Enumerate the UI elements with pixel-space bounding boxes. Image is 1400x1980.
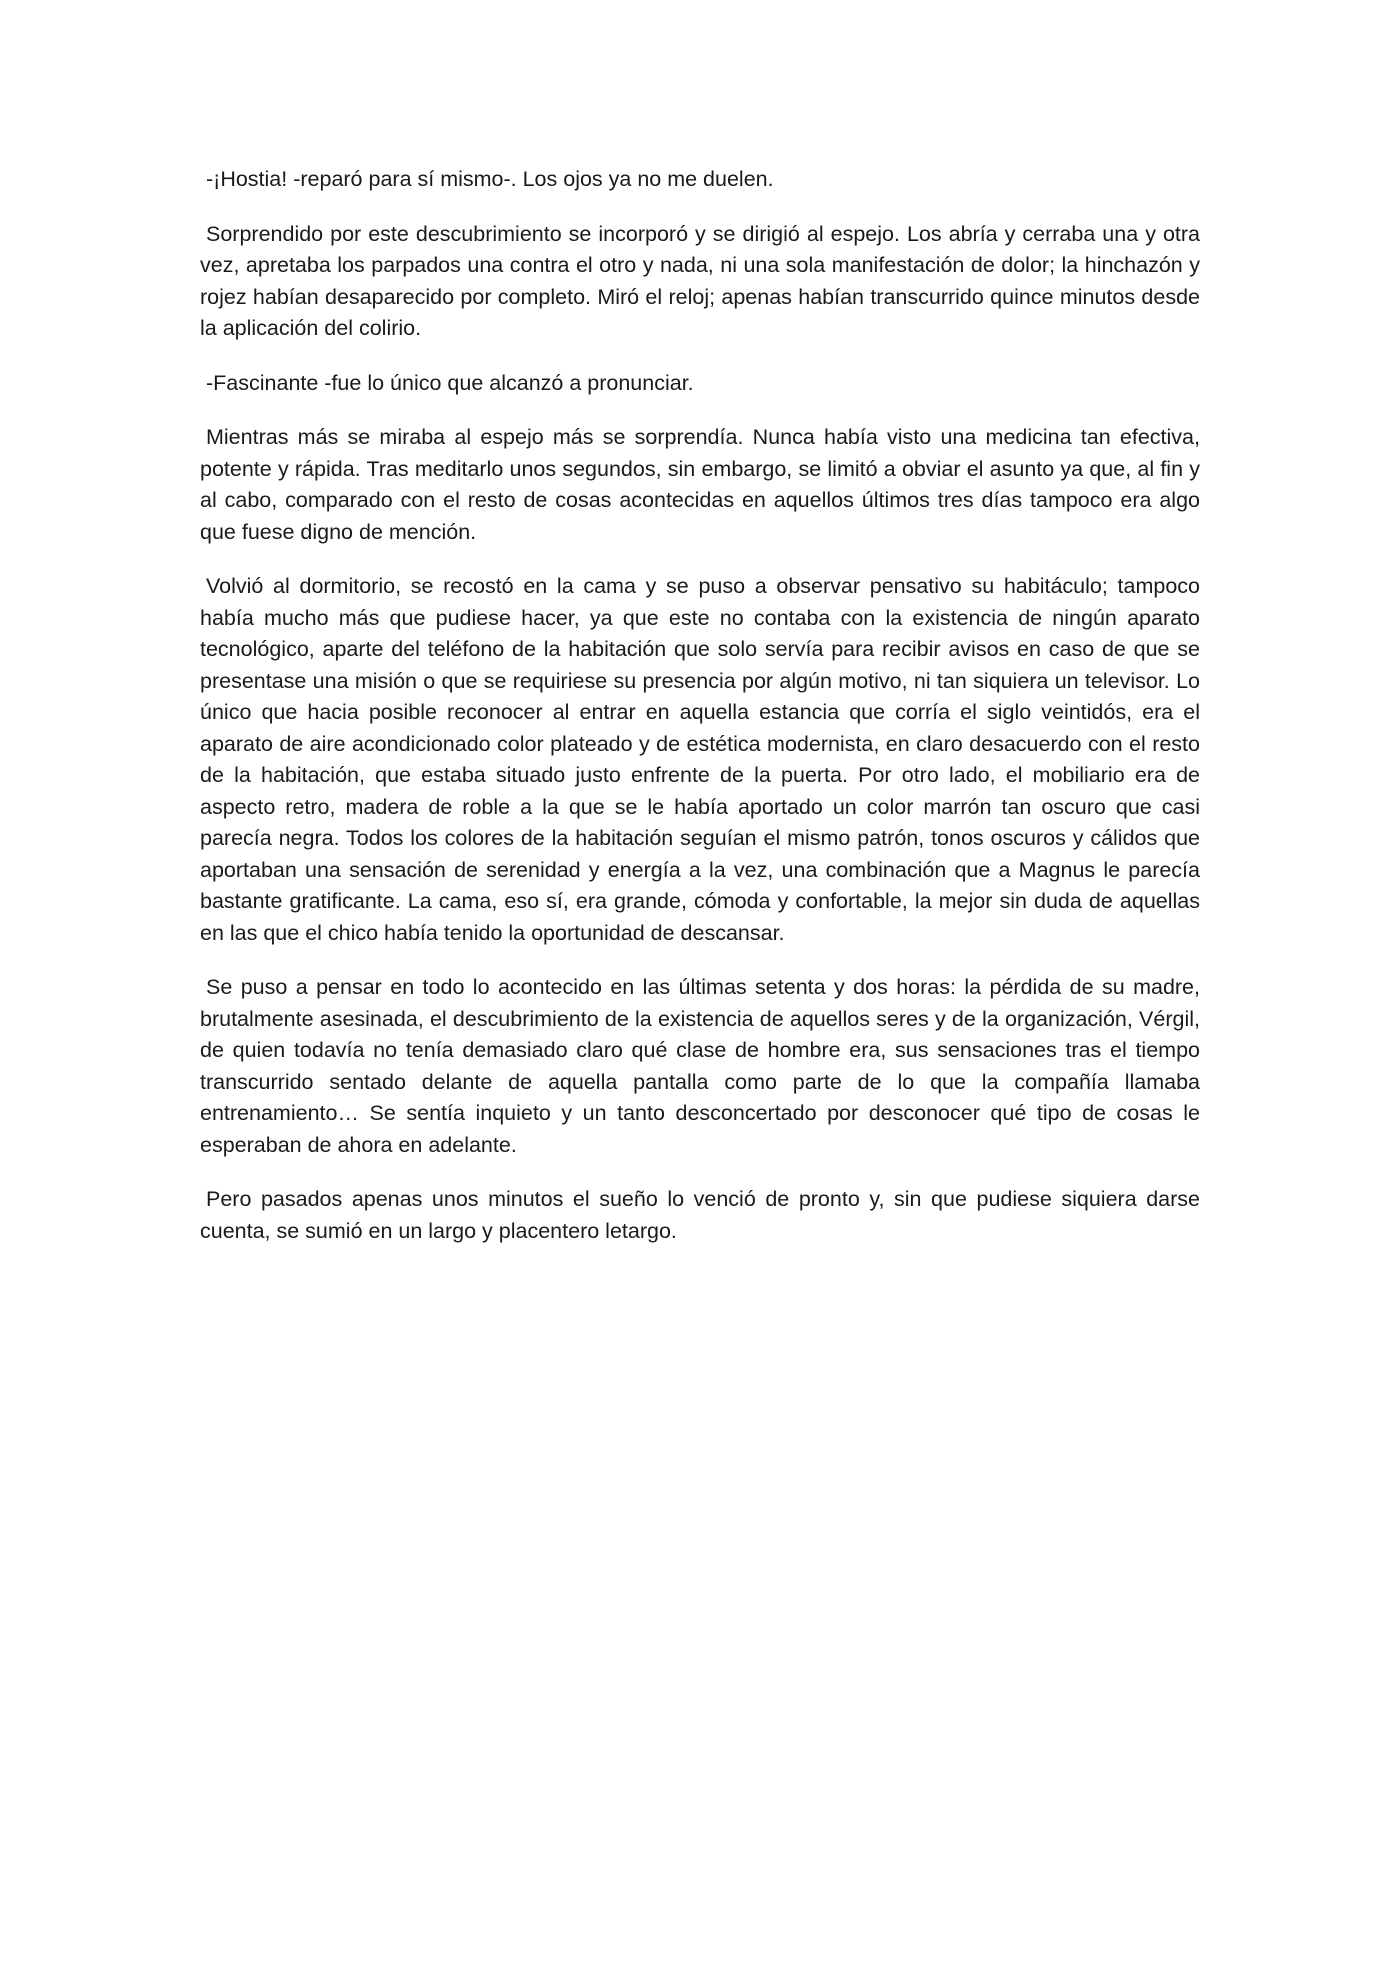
paragraph-mirror-discovery: Sorprendido por este descubrimiento se incorporó y se dirigió al espejo. Los abría y cerraba una y otra vez, apretaba los parpados una contra el otro y nada, ni una sola manifestación de dolor; la hinchazón y rojez habían desaparecido por completo. Miró el reloj; apenas habían transcurrido quince minutos desde la aplicación del colirio. <box>200 221 1200 340</box>
paragraph-bedroom: Volvió al dormitorio, se recostó en la cama y se puso a observar pensativo su habitáculo; tampoco había mucho más que pudiese hacer, ya que este no contaba con la existencia de ningún aparato tecnológico, aparte del teléfono de la habitación que solo servía para recibir avisos en caso de que se presentase una misión o que se requiriese su presencia por algún motivo, ni tan siquiera un televisor. Lo único que hacia posible reconocer al entrar en aquella estancia que corría el siglo veintidós, era el aparato de aire acondicionado color plateado y de estética modernista, en claro desacuerdo con el resto de la habitación, que estaba situado justo enfrente de la puerta. Por otro lado, el mobiliario era de aspecto retro, madera de roble a la que se le había aportado un color marrón tan oscuro que casi parecía negra. Todos los colores de la habitación seguían el mismo patrón, tonos oscuros y cálidos que aportaban una sensación de serenidad y energía a la vez, una combinación que a Magnus le parecía bastante gratificante. La cama, eso sí, era grande, cómoda y confortable, la mejor sin duda de aquellas en las que el chico había tenido la oportunidad de descansar. <box>200 574 1200 945</box>
paragraph-exclamation: -¡Hostia! -reparó para sí mismo-. Los ojos ya no me duelen. <box>206 167 774 191</box>
paragraph-fascinante: -Fascinante -fue lo único que alcanzó a pronunciar. <box>206 370 694 395</box>
document-page <box>200 164 1200 1270</box>
paragraph-reflection: Se puso a pensar en todo lo acontecido en las últimas setenta y dos horas: la pérdida de su madre, brutalmente asesinada, el descubrimiento de la existencia de aquellos seres y de la organización, Vérgil, de quien todavía no tenía demasiado claro qué clase de hombre era, sus sensaciones tras el tiempo transcurrido sentado delante de aquella pantalla como parte de lo que la compañía llamaba entrenamiento… Se sentía inquieto y un tanto desconcertado por desconocer qué tipo de cosas le esperaban de ahora en adelante. <box>200 975 1200 1157</box>
paragraph-sleep: Pero pasados apenas unos minutos el sueño lo venció de pronto y, sin que pudiese siquiera darse cuenta, se sumió en un largo y placentero letargo. <box>200 1187 1200 1243</box>
paragraph-medicine: Mientras más se miraba al espejo más se sorprendía. Nunca había visto una medicina tan efectiva, potente y rápida. Tras meditarlo unos segundos, sin embargo, se limitó a obviar el asunto ya que, al fin y al cabo, comparado con el resto de cosas acontecidas en aquellos últimos tres días tampoco era algo que fuese digno de mención. <box>200 425 1200 544</box>
